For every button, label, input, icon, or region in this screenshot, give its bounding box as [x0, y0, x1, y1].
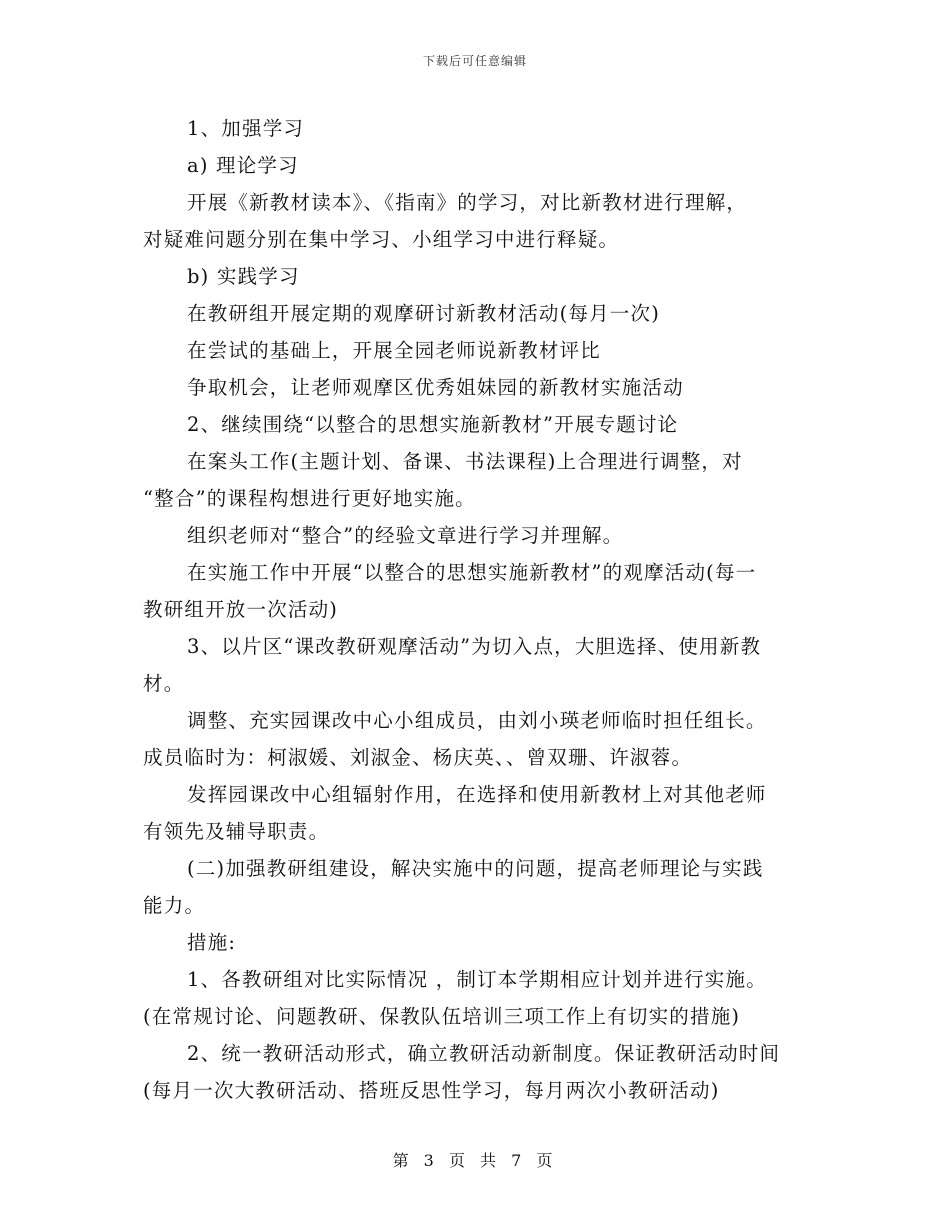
paragraph-line: (在常规讨论、问题教研、保教队伍培训三项工作上有切实的措施)	[143, 1005, 741, 1028]
paragraph-line: 调整、充实园课改中心小组成员，由刘小瑛老师临时担任组长。	[187, 709, 767, 732]
paragraph-line: 教研组开放一次活动)	[143, 598, 339, 621]
paragraph-line: 2、统一教研活动形式，确立教研活动新制度。保证教研活动时间	[187, 1042, 781, 1065]
paragraph-line: 成员临时为：柯淑媛、刘淑金、杨庆英、、曾双珊、许淑蓉。	[143, 746, 693, 769]
page-header-note: 下载后可任意编辑	[422, 54, 527, 68]
section-heading: 1、加强学习	[187, 117, 305, 140]
paragraph-line: 开展《新教材读本》、《指南》的学习，对比新教材进行理解，	[187, 191, 748, 214]
paragraph-line: 发挥园课改中心组辐射作用，在选择和使用新教材上对其他老师	[187, 783, 767, 806]
paragraph-line: 在尝试的基础上，开展全园老师说新教材评比	[187, 339, 602, 362]
paragraph-line: 在案头工作(主题计划、备课、书法课程)上合理进行调整，对	[187, 450, 743, 473]
paragraph-line: 在教研组开展定期的观摩研讨新教材活动(每月一次)	[187, 302, 661, 325]
document-body	[143, 110, 808, 1109]
paragraph-line: 能力。	[143, 894, 206, 917]
section-heading: 2、继续围绕“以整合的思想实施新教材”开展专题讨论	[187, 413, 679, 436]
section-heading: (二)加强教研组建设，解决实施中的问题，提高老师理论与实践	[187, 857, 764, 880]
paragraph-line: 对疑难问题分别在集中学习、小组学习中进行释疑。	[143, 228, 620, 251]
subsection-heading: b) 实践学习	[187, 265, 300, 288]
paragraph-line: “整合”的课程构想进行更好地实施。	[143, 487, 476, 510]
paragraph-line: 在实施工作中开展“以整合的思想实施新教材”的观摩活动(每一	[187, 561, 757, 584]
paragraph-line: 1、各教研组对比实际情况 ，制订本学期相应计划并进行实施。	[187, 968, 767, 991]
paragraph-line: (每月一次大教研活动、搭班反思性学习，每月两次小教研活动)	[143, 1079, 720, 1102]
paragraph-line: 组织老师对“整合”的经验文章进行学习并理解。	[187, 524, 624, 547]
page-number-footer: 第 3 页 共 7 页	[392, 1151, 558, 1170]
section-heading: 3、以片区“课改教研观摩活动”为切入点，大胆选择、使用新教	[187, 635, 762, 658]
paragraph-line: 争取机会，让老师观摩区优秀姐妹园的新教材实施活动	[187, 376, 684, 399]
paragraph-line: 有领先及辅导职责。	[143, 820, 330, 843]
subsection-heading: a) 理论学习	[187, 154, 299, 177]
paragraph-line: 材。	[143, 672, 185, 695]
subsection-heading: 措施:	[187, 931, 237, 954]
